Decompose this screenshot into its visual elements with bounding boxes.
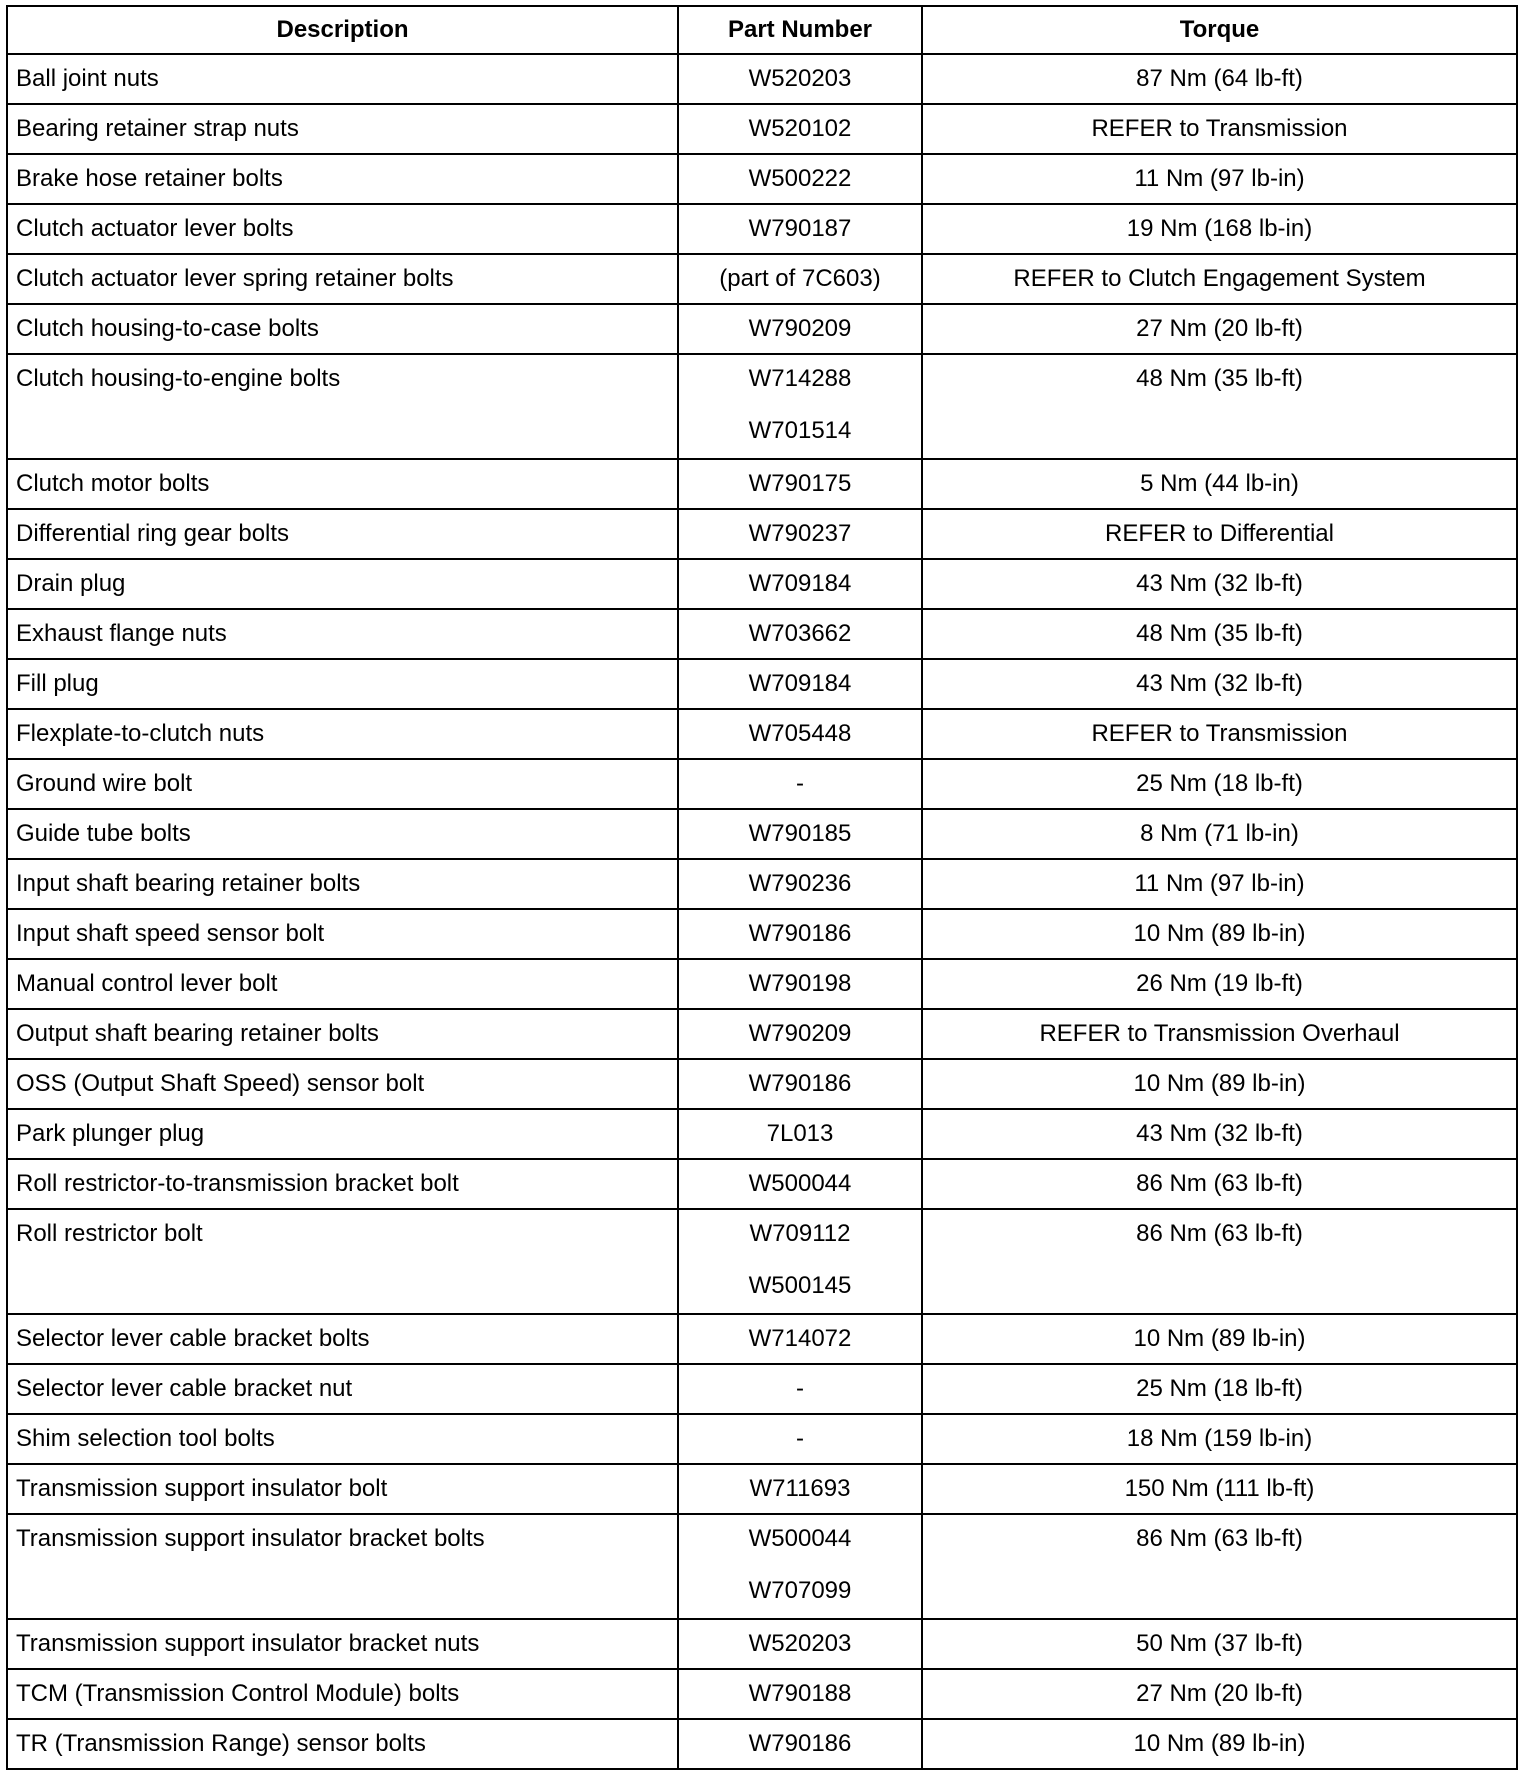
cell-description: Transmission support insulator bracket bolts (7, 1514, 678, 1619)
cell-part-number (678, 1364, 922, 1414)
part-number-value: W790186 (748, 920, 852, 947)
column-header-part-number: Part Number (678, 6, 922, 54)
cell-description: Differential ring gear bolts (7, 509, 678, 559)
cell-part-number (678, 659, 922, 709)
cell-part-number (678, 809, 922, 859)
cell-part-number (678, 1414, 922, 1464)
cell-torque: REFER to Clutch Engagement System (922, 254, 1517, 304)
cell-torque: 150 Nm (111 lb-ft) (922, 1464, 1517, 1514)
column-header-torque: Torque (922, 6, 1517, 54)
cell-torque: 87 Nm (64 lb-ft) (922, 54, 1517, 104)
cell-torque: REFER to Transmission Overhaul (922, 1009, 1517, 1059)
cell-torque: 48 Nm (35 lb-ft) (922, 609, 1517, 659)
cell-description: Shim selection tool bolts (7, 1414, 678, 1464)
cell-torque: 11 Nm (97 lb-in) (922, 154, 1517, 204)
cell-description: Ball joint nuts (7, 54, 678, 104)
part-number-value: (part of 7C603) (719, 265, 881, 292)
cell-torque: 8 Nm (71 lb-in) (922, 809, 1517, 859)
cell-part-number (678, 609, 922, 659)
cell-part-number (678, 1464, 922, 1514)
cell-torque: 10 Nm (89 lb-in) (922, 1059, 1517, 1109)
part-number-value: W709184 (748, 570, 852, 597)
table-row (7, 1159, 1517, 1209)
cell-description: Clutch actuator lever spring retainer bolts (7, 254, 678, 304)
part-number-value: W709184 (748, 670, 852, 697)
table-row (7, 659, 1517, 709)
part-number-value: W790187 (748, 215, 852, 242)
part-number-value: - (796, 770, 804, 797)
table-body (7, 54, 1517, 1769)
cell-part-number (678, 709, 922, 759)
cell-description: Clutch motor bolts (7, 459, 678, 509)
cell-description: Ground wire bolt (7, 759, 678, 809)
cell-description: Drain plug (7, 559, 678, 609)
table-row (7, 1514, 1517, 1619)
cell-torque: 27 Nm (20 lb-ft) (922, 1669, 1517, 1719)
table-row (7, 1314, 1517, 1364)
cell-part-number (678, 1109, 922, 1159)
cell-description: Transmission support insulator bolt (7, 1464, 678, 1514)
cell-torque: 43 Nm (32 lb-ft) (922, 659, 1517, 709)
table-row (7, 204, 1517, 254)
table-row (7, 104, 1517, 154)
part-number-value: W500044 (748, 1525, 852, 1552)
part-number-value: W520203 (748, 1630, 852, 1657)
cell-torque: 10 Nm (89 lb-in) (922, 1314, 1517, 1364)
cell-description: TR (Transmission Range) sensor bolts (7, 1719, 678, 1769)
cell-part-number (678, 759, 922, 809)
part-number-value: W790198 (748, 970, 852, 997)
table-row (7, 154, 1517, 204)
table-row (7, 1109, 1517, 1159)
cell-torque: 86 Nm (63 lb-ft) (922, 1514, 1517, 1619)
cell-part-number (678, 54, 922, 104)
cell-torque: 48 Nm (35 lb-ft) (922, 354, 1517, 459)
torque-specification-table (6, 5, 1518, 1770)
cell-part-number (678, 959, 922, 1009)
cell-description: Bearing retainer strap nuts (7, 104, 678, 154)
cell-torque: 43 Nm (32 lb-ft) (922, 1109, 1517, 1159)
part-number-value: W709112 (749, 1220, 851, 1247)
part-number-value: W790236 (748, 870, 852, 897)
column-header-description: Description (7, 6, 678, 54)
cell-description: Manual control lever bolt (7, 959, 678, 1009)
cell-torque: 25 Nm (18 lb-ft) (922, 759, 1517, 809)
cell-description: Transmission support insulator bracket nuts (7, 1619, 678, 1669)
table-row (7, 1059, 1517, 1109)
cell-description: Input shaft bearing retainer bolts (7, 859, 678, 909)
table-row (7, 1414, 1517, 1464)
cell-torque: 11 Nm (97 lb-in) (922, 859, 1517, 909)
part-number-value: W790188 (748, 1680, 852, 1707)
table-row (7, 859, 1517, 909)
part-number-value: W500044 (748, 1170, 852, 1197)
cell-description: Input shaft speed sensor bolt (7, 909, 678, 959)
part-number-value: W705448 (748, 720, 852, 747)
cell-part-number (678, 459, 922, 509)
cell-part-number (678, 1514, 922, 1619)
cell-description: Clutch housing-to-case bolts (7, 304, 678, 354)
cell-torque: REFER to Differential (922, 509, 1517, 559)
cell-part-number (678, 1009, 922, 1059)
cell-description: Selector lever cable bracket bolts (7, 1314, 678, 1364)
cell-torque: 19 Nm (168 lb-in) (922, 204, 1517, 254)
table-row (7, 1009, 1517, 1059)
cell-part-number (678, 154, 922, 204)
part-number-value: W790175 (748, 470, 852, 497)
cell-torque: 27 Nm (20 lb-ft) (922, 304, 1517, 354)
part-number-value: W790209 (748, 1020, 852, 1047)
part-number-value: W714072 (748, 1325, 852, 1352)
cell-part-number (678, 859, 922, 909)
table-row (7, 1619, 1517, 1669)
cell-torque: 10 Nm (89 lb-in) (922, 1719, 1517, 1769)
cell-torque: 10 Nm (89 lb-in) (922, 909, 1517, 959)
cell-description: Selector lever cable bracket nut (7, 1364, 678, 1414)
cell-description: Park plunger plug (7, 1109, 678, 1159)
cell-description: Flexplate-to-clutch nuts (7, 709, 678, 759)
cell-torque: 18 Nm (159 lb-in) (922, 1414, 1517, 1464)
part-number-value: W790209 (748, 315, 852, 342)
cell-torque: 5 Nm (44 lb-in) (922, 459, 1517, 509)
cell-part-number (678, 104, 922, 154)
cell-description: Clutch housing-to-engine bolts (7, 354, 678, 459)
cell-torque: 25 Nm (18 lb-ft) (922, 1364, 1517, 1414)
cell-description: Fill plug (7, 659, 678, 709)
cell-part-number (678, 1619, 922, 1669)
part-number-value: - (796, 1425, 804, 1452)
cell-part-number (678, 204, 922, 254)
cell-part-number (678, 1159, 922, 1209)
table-row (7, 709, 1517, 759)
part-number-value: W790186 (748, 1730, 852, 1757)
table-row (7, 1364, 1517, 1414)
cell-part-number (678, 254, 922, 304)
cell-torque: 43 Nm (32 lb-ft) (922, 559, 1517, 609)
cell-description: Clutch actuator lever bolts (7, 204, 678, 254)
cell-torque: 50 Nm (37 lb-ft) (922, 1619, 1517, 1669)
cell-part-number (678, 1059, 922, 1109)
cell-description: Exhaust flange nuts (7, 609, 678, 659)
table-row (7, 1464, 1517, 1514)
table-row (7, 304, 1517, 354)
table-row (7, 509, 1517, 559)
cell-part-number (678, 1314, 922, 1364)
table-row (7, 1209, 1517, 1314)
part-number-value: W707099 (748, 1577, 852, 1604)
part-number-value: - (796, 1375, 804, 1402)
cell-description: Roll restrictor bolt (7, 1209, 678, 1314)
cell-part-number (678, 559, 922, 609)
table-row (7, 559, 1517, 609)
cell-part-number (678, 354, 922, 459)
table-row (7, 354, 1517, 459)
table-row (7, 54, 1517, 104)
part-number-value: W703662 (748, 620, 852, 647)
cell-torque: REFER to Transmission (922, 709, 1517, 759)
table-row (7, 459, 1517, 509)
part-number-value: 7L013 (766, 1120, 834, 1147)
table-row (7, 809, 1517, 859)
cell-part-number (678, 909, 922, 959)
table-row (7, 1719, 1517, 1769)
cell-description: TCM (Transmission Control Module) bolts (7, 1669, 678, 1719)
part-number-value: W500145 (748, 1272, 852, 1299)
part-number-value: W500222 (748, 165, 852, 192)
part-number-value: W790186 (748, 1070, 852, 1097)
cell-torque: 86 Nm (63 lb-ft) (922, 1209, 1517, 1314)
cell-description: Brake hose retainer bolts (7, 154, 678, 204)
part-number-value: W520203 (748, 65, 852, 92)
cell-torque: REFER to Transmission (922, 104, 1517, 154)
part-number-value: W790237 (748, 520, 852, 547)
cell-description: OSS (Output Shaft Speed) sensor bolt (7, 1059, 678, 1109)
cell-part-number (678, 1209, 922, 1314)
part-number-value: W714288 (748, 365, 852, 392)
cell-description: Output shaft bearing retainer bolts (7, 1009, 678, 1059)
table-row (7, 759, 1517, 809)
part-number-value: W701514 (748, 417, 852, 444)
cell-description: Guide tube bolts (7, 809, 678, 859)
part-number-value: W790185 (748, 820, 852, 847)
table-row (7, 909, 1517, 959)
cell-part-number (678, 1719, 922, 1769)
part-number-value: W711693 (749, 1475, 851, 1502)
cell-torque: 86 Nm (63 lb-ft) (922, 1159, 1517, 1209)
cell-description: Roll restrictor-to-transmission bracket bolt (7, 1159, 678, 1209)
table-row (7, 959, 1517, 1009)
cell-torque: 26 Nm (19 lb-ft) (922, 959, 1517, 1009)
table-row (7, 254, 1517, 304)
part-number-value: W520102 (748, 115, 852, 142)
table-row (7, 609, 1517, 659)
cell-part-number (678, 509, 922, 559)
cell-part-number (678, 304, 922, 354)
table-header-row (7, 6, 1517, 54)
